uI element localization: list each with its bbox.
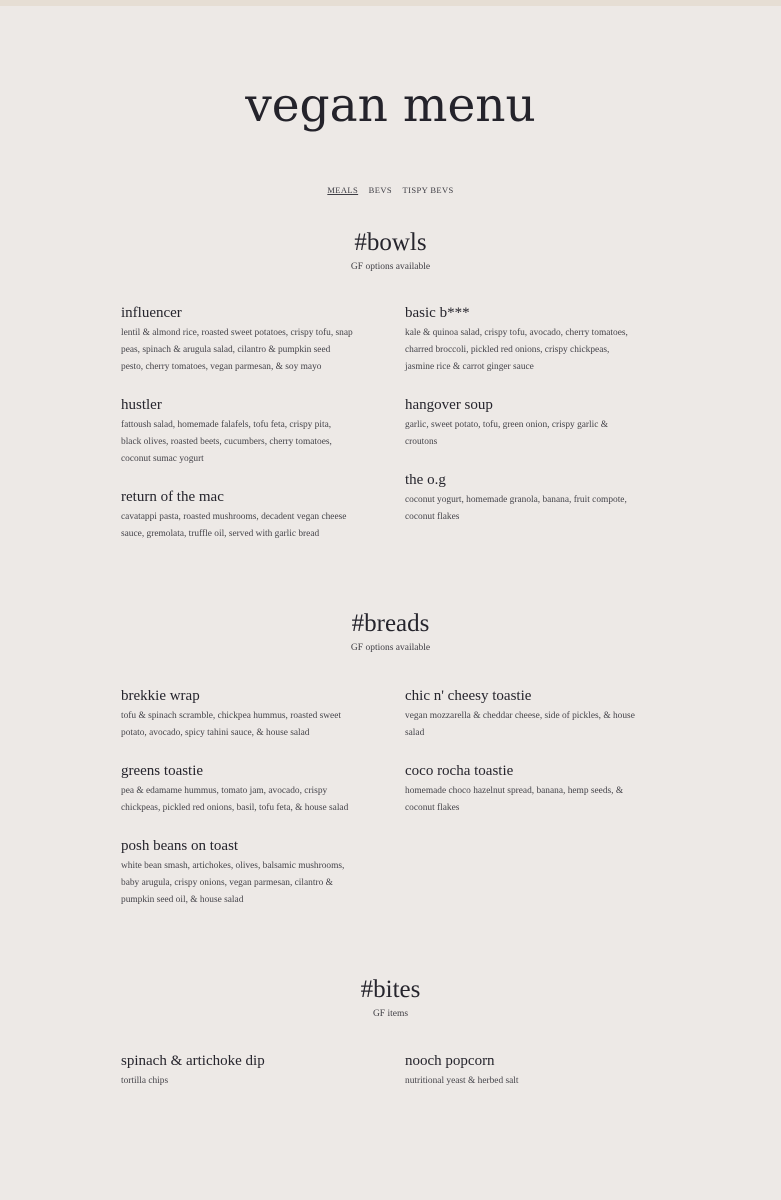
nav-bevs-link[interactable]: BEVS [368,185,392,195]
section-title-breads: #breads [351,610,430,637]
menu-item-spinach-artichoke-dip [121,1052,359,1090]
menu-item-posh-beans-on-toast [121,837,353,909]
menu-item-description: kale & quinoa salad, crispy tofu, avocado, cherry tomatoes, charred broccoli, pickled red onions, crispy chickpeas, jasmine rice & carrot ginger sauce [405,328,628,372]
menu-item-brekkie-wrap [121,687,353,742]
menu-item-description: nutritional yeast & herbed salt [405,1076,519,1086]
section-subtitle-bowls: GF options available [350,262,431,272]
menu-item-coco-rocha-toastie [405,762,637,817]
menu-item-description: vegan mozzarella & cheddar cheese, side of pickles, & house salad [405,711,635,738]
menu-item-name: hangover soup [405,397,493,413]
menu-item-description: tofu & spinach scramble, chickpea hummus, roasted sweet potato, avocado, spicy tahini sauce, & house salad [121,711,341,738]
nav-tipsy-bevs-link[interactable]: TISPY BEVS [402,185,454,195]
menu-item-nooch-popcorn [405,1052,643,1090]
menu-item-description: fattoush salad, homemade falafels, tofu feta, crispy pita, black olives, roasted beets, cucumbers, cherry tomatoes, coconut sumac yogurt [121,420,332,464]
section-subtitle-breads: GF options available [350,643,431,653]
section-title-bites: #bites [360,976,421,1003]
menu-item-name: greens toastie [121,763,204,779]
nav-meals-link[interactable]: MEALS [327,185,359,195]
section-subtitle-bites: GF items [372,1009,409,1019]
menu-item-name: coco rocha toastie [405,763,514,779]
menu-item-name: the o.g [405,472,446,488]
section-title-bowls: #bowls [354,229,427,256]
menu-item-hangover-soup [405,396,617,451]
menu-nav [0,185,781,195]
menu-item-name: hustler [121,397,162,413]
menu-item-chic-n-cheesy-toastie [405,687,637,742]
menu-item-return-of-the-mac [121,488,359,543]
menu-item-hustler [121,396,343,468]
menu-item-description: lentil & almond rice, roasted sweet potatoes, crispy tofu, snap peas, spinach & arugula salad, cilantro & pumpkin seed pesto, cherry tomatoes, vegan parmesan, & soy mayo [121,328,353,372]
menu-item-description: homemade choco hazelnut spread, banana, hemp seeds, & coconut flakes [405,786,624,813]
menu-item-name: return of the mac [121,489,224,505]
menu-item-name: spinach & artichoke dip [121,1053,265,1069]
menu-item-description: garlic, sweet potato, tofu, green onion, crispy garlic & croutons [405,420,609,447]
top-bar [0,0,781,6]
menu-item-description: white bean smash, artichokes, olives, balsamic mushrooms, baby arugula, crispy onions, vegan parmesan, cilantro & pumpkin seed oil, & house salad [121,861,345,905]
menu-item-description: coconut yogurt, homemade granola, banana, fruit compote, coconut flakes [405,495,627,522]
menu-item-name: chic n' cheesy toastie [405,688,532,704]
menu-item-name: posh beans on toast [121,838,239,854]
menu-item-name: brekkie wrap [121,688,200,704]
menu-item-name: basic b*** [405,305,470,321]
menu-item-influencer [121,304,353,376]
page-title: vegan menu [245,78,536,133]
menu-item-name: influencer [121,305,182,321]
menu-item-description: pea & edamame hummus, tomato jam, avocado, crispy chickpeas, pickled red onions, basil, tofu feta, & house salad [121,786,349,813]
menu-item-name: nooch popcorn [405,1053,495,1069]
menu-item-the-og [405,471,637,526]
menu-item-basic-b [405,304,637,376]
menu-item-description: tortilla chips [121,1076,169,1086]
menu-item-description: cavatappi pasta, roasted mushrooms, decadent vegan cheese sauce, gremolata, truffle oil, served with garlic bread [121,512,347,539]
menu-item-greens-toastie [121,762,353,817]
